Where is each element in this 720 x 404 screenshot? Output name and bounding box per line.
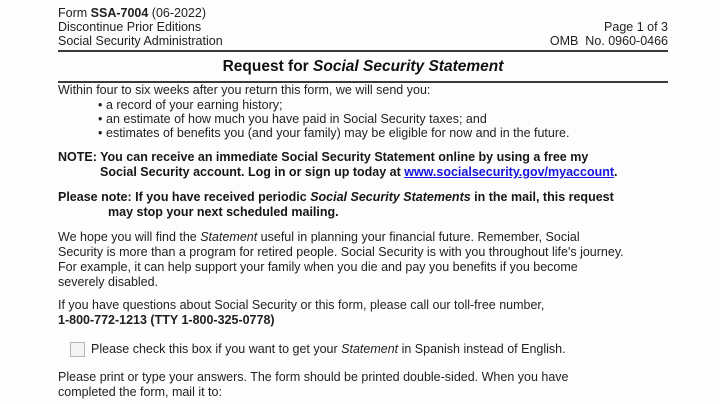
please-note-text-1: If you have received periodic <box>135 190 311 204</box>
intro-bullets <box>58 98 668 140</box>
agency-line: Social Security Administration <box>58 34 223 48</box>
questions-line-1: If you have questions about Social Security or this form, please call our toll-free number, <box>58 298 545 312</box>
please-note-label: Please note: <box>58 190 132 204</box>
intro-lead: Within four to six weeks after you return this form, we will send you: <box>58 83 431 97</box>
list-item <box>58 112 668 126</box>
hope-paragraph <box>58 230 668 290</box>
footer-instructions <box>58 370 668 400</box>
form-number-suffix: (06-2022) <box>148 6 207 20</box>
spanish-checkbox-label <box>91 342 566 357</box>
hope-line-4: severely disabled. <box>58 275 159 289</box>
please-note-line-1 <box>58 190 668 205</box>
note-line-2 <box>58 165 668 180</box>
bullet-icon: • <box>98 98 103 112</box>
note-text-3: . <box>614 165 618 179</box>
bullet-icon: • <box>98 112 103 126</box>
note-label: NOTE: <box>58 150 97 164</box>
list-item-text: an estimate of how much you have paid in Social Security taxes; and <box>106 112 487 126</box>
form-header <box>58 6 668 52</box>
hope-line-3: For example, it can help support your family when you die and pay you benefits if you become <box>58 260 578 274</box>
hope-statement: Statement <box>200 230 258 244</box>
list-item-text: a record of your earning history; <box>106 98 283 112</box>
questions-paragraph <box>58 298 668 328</box>
myaccount-link[interactable]: www.socialsecurity.gov/myaccount <box>404 165 615 179</box>
omb-number: OMB No. 0960-0466 <box>549 34 668 48</box>
form-number-line <box>58 6 223 20</box>
title-statement: Social Security Statement <box>313 58 504 75</box>
form-number: SSA-7004 <box>90 6 149 20</box>
please-note-paragraph <box>58 190 668 220</box>
toll-free-numbers: 1-800-772-1213 (TTY 1-800-325-0778) <box>58 313 275 327</box>
hope-line-1 <box>58 230 668 245</box>
hope-text-1: We hope you will find the <box>58 230 201 244</box>
bullet-icon: • <box>98 126 103 140</box>
please-note-text-2: in the mail, this request <box>470 190 614 204</box>
footer-line-2: completed the form, mail it to: <box>58 385 222 399</box>
please-note-statements: Social Security Statements <box>310 190 471 204</box>
form-number-prefix: Form <box>58 6 91 20</box>
list-item <box>58 98 668 112</box>
list-item <box>58 126 668 140</box>
note-line-1 <box>58 150 668 165</box>
page-title <box>58 52 668 83</box>
note-paragraph <box>58 150 668 180</box>
hope-text-2: useful in planning your financial future. Remember, Social <box>257 230 580 244</box>
note-text-2: Social Security account. Log in or sign up today at <box>100 165 405 179</box>
spanish-label-text-2: in Spanish instead of English. <box>398 342 566 356</box>
note-text-1: You can receive an immediate Social Security Statement online by using a free my <box>100 150 589 164</box>
spanish-checkbox[interactable] <box>70 342 85 357</box>
page-number: Page 1 of 3 <box>604 20 668 34</box>
title-prefix: Request for <box>222 58 314 75</box>
form-header-left <box>58 6 223 48</box>
spanish-label-text-1: Please check this box if you want to get your <box>91 342 342 356</box>
please-note-line-2: may stop your next scheduled mailing. <box>108 205 339 219</box>
footer-line-1: Please print or type your answers. The form should be printed double-sided. When you have <box>58 370 569 384</box>
list-item-text: estimates of benefits you (and your family) may be eligible for now and in the future. <box>106 126 570 140</box>
discontinue-line: Discontinue Prior Editions <box>58 20 202 34</box>
spanish-label-statement: Statement <box>341 342 399 356</box>
hope-line-2: Security is more than a program for retired people. Social Security is with you throughout life's journey. <box>58 245 624 259</box>
form-header-right <box>550 20 668 48</box>
spanish-option-row <box>58 342 668 357</box>
